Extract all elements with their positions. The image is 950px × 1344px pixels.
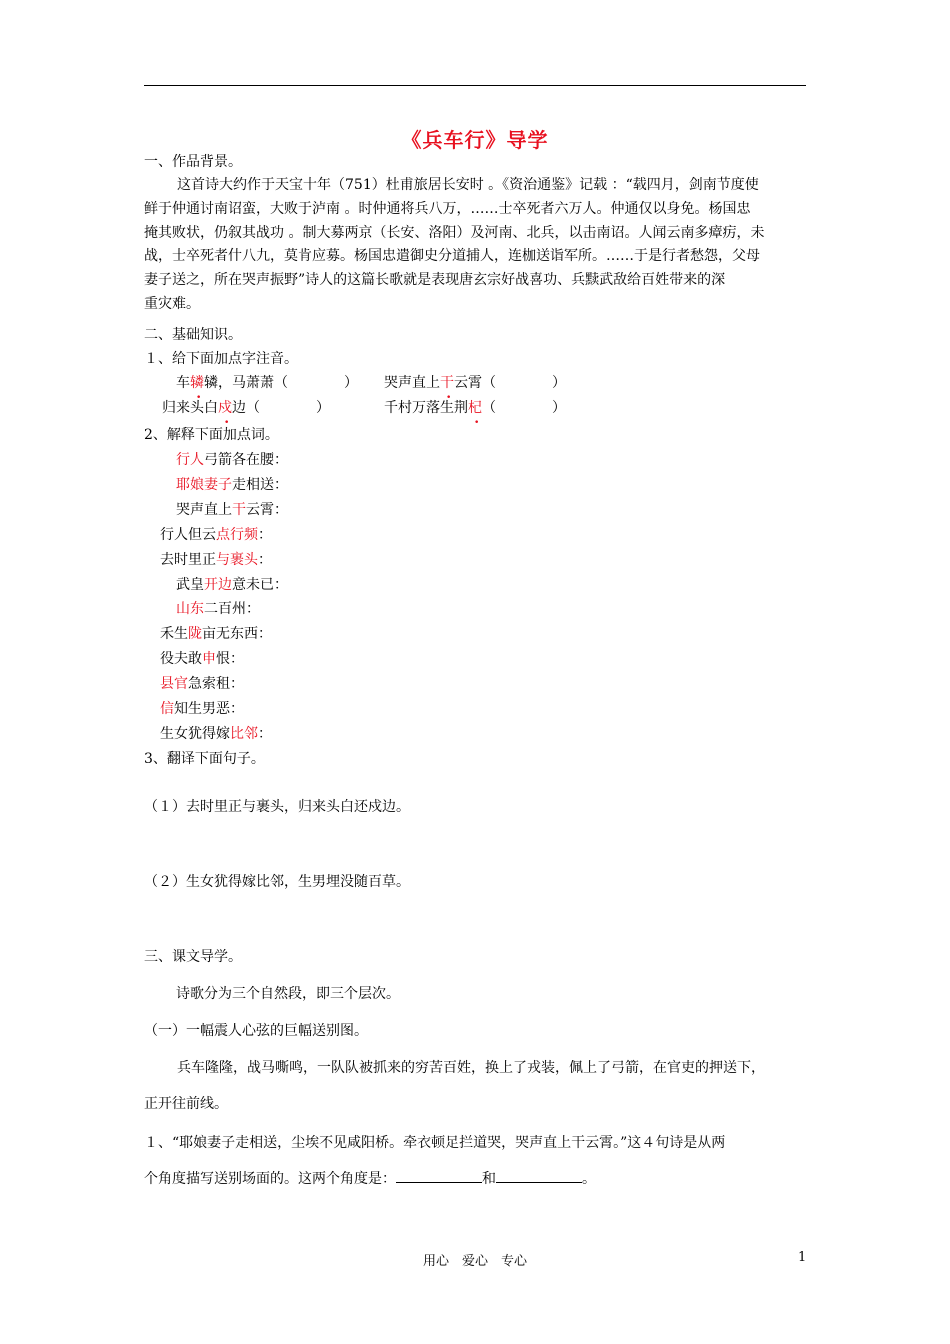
word-post: 意未已： [232, 577, 288, 593]
question-3-heading: 3、翻译下面句子。 [144, 751, 265, 767]
word-item [176, 500, 288, 520]
word-post: 恨： [216, 651, 244, 667]
background-line: 鲜于仲通讨南诏蛮，大败于泸南 。时仲通将兵八万，……士卒死者六万人。仲通仅以身免。杨国忠 [144, 200, 751, 217]
word-highlight: 比邻 [230, 726, 258, 742]
section-1-heading: 一、作品背景。 [144, 154, 242, 170]
pinyin-item-3 [162, 398, 330, 418]
document-title: 《兵车行》导学 [401, 128, 549, 152]
pinyin-text: 千村万落生荆 [384, 400, 468, 416]
dotted-char: 杞 [468, 400, 482, 416]
background-line: 妻子送之，所在哭声振野”诗人的这篇长歌就是表现唐玄宗好战喜功、兵黩武敌给百姓带来的深 [144, 272, 726, 289]
word-highlight: 县官 [160, 676, 188, 692]
word-item [160, 525, 272, 545]
word-highlight: 信 [160, 701, 174, 717]
pinyin-item-1 [176, 373, 358, 393]
word-highlight: 开边 [204, 577, 232, 593]
word-post: ： [258, 726, 272, 742]
word-item [160, 674, 244, 694]
section-3-heading: 三、课文导学。 [144, 949, 242, 965]
part-1-line: 兵车隆隆，战马嘶鸣，一队队被抓来的穷苦百姓，换上了戎装，佩上了弓箭，在官吏的押送下， [177, 1060, 765, 1076]
question-last-line: １、“耶娘妻子走相送，尘埃不见咸阳桥。牵衣顿足拦道哭，哭声直上干云霄。”这４句诗是从两 [144, 1135, 726, 1151]
word-highlight: 山东 [176, 601, 204, 617]
blank-2[interactable] [496, 1168, 582, 1183]
footer-motto: 用心 爱心 专心 [422, 1254, 527, 1269]
section-3-intro: 诗歌分为三个自然段，即三个层次。 [176, 986, 400, 1002]
word-post: 云霄： [246, 502, 288, 518]
word-item [160, 649, 244, 669]
word-highlight: 点行频 [216, 527, 258, 543]
question-last-and: 和 [482, 1171, 496, 1187]
word-item [160, 699, 244, 719]
word-pre: 去时里正 [160, 552, 216, 568]
word-pre: 哭声直上 [176, 502, 232, 518]
pinyin-text: 辚，马萧萧（ ） [204, 375, 358, 391]
dotted-char: 戍 [218, 400, 232, 416]
word-item [160, 624, 272, 644]
question-2-heading: 2、解释下面加点词。 [144, 427, 279, 443]
word-highlight: 申 [202, 651, 216, 667]
translate-sentence-1: （１）去时里正与裹头，归来头白还戍边。 [144, 799, 410, 815]
word-highlight: 陇 [188, 626, 202, 642]
pinyin-text: 车 [176, 375, 190, 391]
word-post: 二百州： [204, 601, 260, 617]
pinyin-text: 哭声直上 [384, 375, 440, 391]
pinyin-text: 归来头白 [162, 400, 218, 416]
pinyin-item-4 [384, 398, 566, 418]
word-highlight: 与裹头 [216, 552, 258, 568]
word-post: 亩无东西： [202, 626, 272, 642]
part-1-heading: （一）一幅震人心弦的巨幅送别图。 [144, 1023, 368, 1039]
header-rule [144, 85, 806, 86]
background-line: 这首诗大约作于天宝十年（751）杜甫旅居长安时 。《资治通鉴》记载 ：“载四月，剑南节度使 [177, 177, 759, 193]
translate-sentence-2: （２）生女犹得嫁比邻，生男埋没随百草。 [144, 874, 410, 890]
dotted-char: 辚 [190, 375, 204, 391]
background-line: 掩其败状，仍叙其战功 。制大募两京（长安、洛阳）及河南、北兵，以击南诏。人闻云南多瘴疠，未 [144, 224, 765, 241]
word-item [176, 475, 288, 495]
part-1-line: 正开往前线。 [144, 1096, 228, 1112]
question-1-heading: １、给下面加点字注音。 [144, 351, 298, 367]
word-pre: 生女犹得嫁 [160, 726, 230, 742]
word-pre: 禾生 [160, 626, 188, 642]
question-last-end: 。 [582, 1171, 596, 1187]
question-last-text: 个角度描写送别场面的。这两个角度是： [144, 1171, 396, 1187]
blank-1[interactable] [396, 1168, 482, 1183]
word-post: 知生男恶： [174, 701, 244, 717]
question-last [144, 1131, 808, 1192]
pinyin-item-2 [384, 373, 566, 393]
word-item [160, 724, 272, 744]
section-2-heading: 二、基础知识。 [144, 327, 242, 343]
word-pre: 行人但云 [160, 527, 216, 543]
word-pre: 役夫敢 [160, 651, 202, 667]
word-highlight: 干 [232, 502, 246, 518]
word-post: 弓箭各在腰： [204, 452, 288, 468]
word-post: ： [258, 527, 272, 543]
pinyin-text: （ ） [482, 400, 566, 416]
word-post: 走相送： [232, 477, 288, 493]
background-line: 重灾难。 [144, 295, 200, 312]
word-post: ： [258, 552, 272, 568]
word-item [176, 575, 288, 595]
background-line: 战，士卒死者什八九，莫肯应募。杨国忠遣御史分道捕人，连枷送诣军所。……于是行者愁怨，父母 [144, 248, 760, 265]
background-paragraph [144, 174, 808, 317]
word-item [176, 450, 288, 470]
pinyin-text: 边（ ） [232, 400, 330, 416]
part-1-paragraph [144, 1056, 808, 1117]
pinyin-text: 云霄（ ） [454, 375, 566, 391]
page-number: 1 [798, 1250, 807, 1265]
dotted-char: 干 [440, 375, 454, 391]
word-pre: 武皇 [176, 577, 204, 593]
word-item [160, 550, 272, 570]
word-post: 急索租： [188, 676, 244, 692]
word-highlight: 行人 [176, 452, 204, 468]
word-item [176, 599, 260, 619]
question-last-line-2 [144, 1168, 808, 1192]
word-highlight: 耶娘妻子 [176, 477, 232, 493]
